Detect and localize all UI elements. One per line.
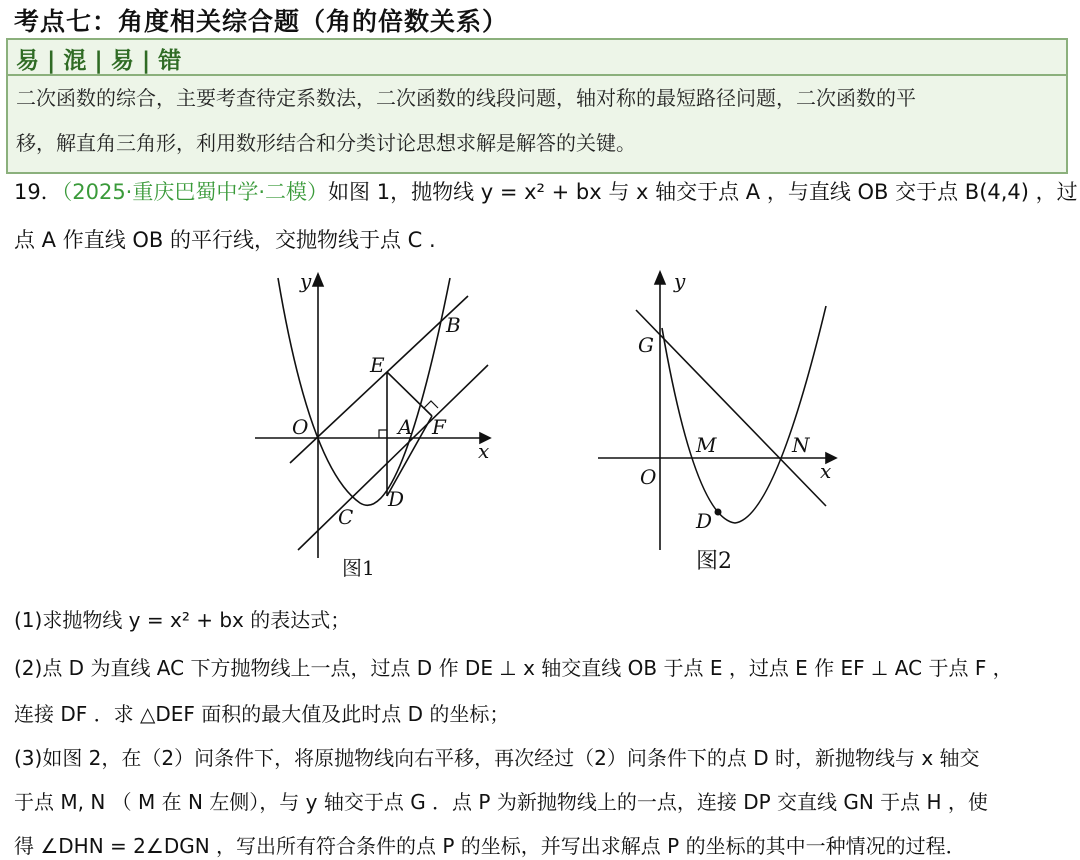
problem-stem-line-1 bbox=[14, 176, 1078, 206]
tip-text bbox=[16, 76, 1056, 166]
fig2-label-d: D bbox=[696, 509, 713, 533]
fig2-line-gn bbox=[636, 310, 826, 506]
fig1-right-angle-mark-1 bbox=[379, 430, 387, 438]
fig1-label-x: x bbox=[478, 439, 490, 463]
tip-line-1: 二次函数的综合，主要考查待定系数法，二次函数的线段问题，轴对称的最短路径问题，二次函数的平 bbox=[16, 86, 916, 110]
question-3-line-2: 于点 M, N （ M 在 N 左侧），与 y 轴交于点 G ．点 P 为新抛物线上的一点，连接 DP 交直线 GN 于点 H ，使 bbox=[14, 790, 988, 814]
fig2-caption: 图2 bbox=[696, 549, 732, 574]
question-3-line-3: 得 ∠DHN = 2∠DGN ，写出所有符合条件的点 P 的坐标，并写出求解点 P 的坐标的其中一种情况的过程． bbox=[14, 834, 966, 858]
fig2-point-d bbox=[715, 509, 722, 516]
fig1-label-f: F bbox=[432, 415, 446, 439]
problem-source: （2025·重庆巴蜀中学·二模） bbox=[61, 180, 329, 204]
tip-box bbox=[6, 38, 1068, 174]
fig1-label-y: y bbox=[300, 269, 312, 293]
fig1-segment-ef bbox=[387, 372, 432, 416]
fig2-label-n: N bbox=[792, 433, 810, 457]
question-2-line-1: (2)点 D 为直线 AC 下方抛物线上一点，过点 D 作 DE ⊥ x 轴交直线 OB 于点 E ，过点 E 作 EF ⊥ AC 于点 F ， bbox=[14, 656, 1013, 680]
problem-stem-1: 如图 1，抛物线 y = x² + bx 与 x 轴交于点 A ，与直线 OB 交于点 B(4,4) ，过 bbox=[328, 180, 1078, 204]
fig1-label-d: D bbox=[388, 487, 405, 511]
fig2-label-g: G bbox=[638, 333, 654, 357]
question-1: (1)求抛物线 y = x² + bx 的表达式； bbox=[14, 608, 351, 632]
section-title: 考点七：角度相关综合题（角的倍数关系） bbox=[14, 7, 509, 36]
fig1-caption: 图1 bbox=[342, 556, 375, 580]
fig1-label-e: E bbox=[370, 353, 385, 377]
fig2-label-y: y bbox=[674, 269, 686, 293]
figure-2 bbox=[590, 268, 850, 588]
question-2-line-2: 连接 DF ．求 △DEF 面积的最大值及此时点 D 的坐标； bbox=[14, 702, 510, 726]
fig1-label-c: C bbox=[338, 505, 354, 529]
fig2-label-x: x bbox=[820, 459, 832, 483]
fig2-label-o: O bbox=[640, 465, 657, 489]
tip-tag: 易 | 混 | 易 | 错 bbox=[16, 48, 182, 74]
problem-number: 19． bbox=[14, 180, 62, 204]
fig1-y-arrow bbox=[313, 274, 323, 286]
fig2-parabola bbox=[662, 306, 826, 523]
fig1-label-b: B bbox=[446, 313, 461, 337]
fig1-right-angle-mark-2 bbox=[424, 401, 438, 408]
tip-line-2: 移，解直角三角形，利用数形结合和分类讨论思想求解是解答的关键。 bbox=[16, 131, 636, 155]
fig1-parabola bbox=[278, 278, 450, 505]
problem-stem-2: 点 A 作直线 OB 的平行线，交抛物线于点 C . bbox=[14, 228, 436, 252]
tip-tag-bar bbox=[8, 40, 1066, 76]
fig1-label-o: O bbox=[292, 415, 309, 439]
figure-1 bbox=[250, 268, 510, 588]
fig2-y-arrow bbox=[655, 272, 665, 284]
fig2-label-m: M bbox=[696, 433, 717, 457]
question-3-line-1: (3)如图 2，在（2）问条件下，将原抛物线向右平移，再次经过（2）问条件下的点 D 时，新抛物线与 x 轴交 bbox=[14, 746, 980, 770]
fig1-label-a: A bbox=[398, 415, 413, 439]
